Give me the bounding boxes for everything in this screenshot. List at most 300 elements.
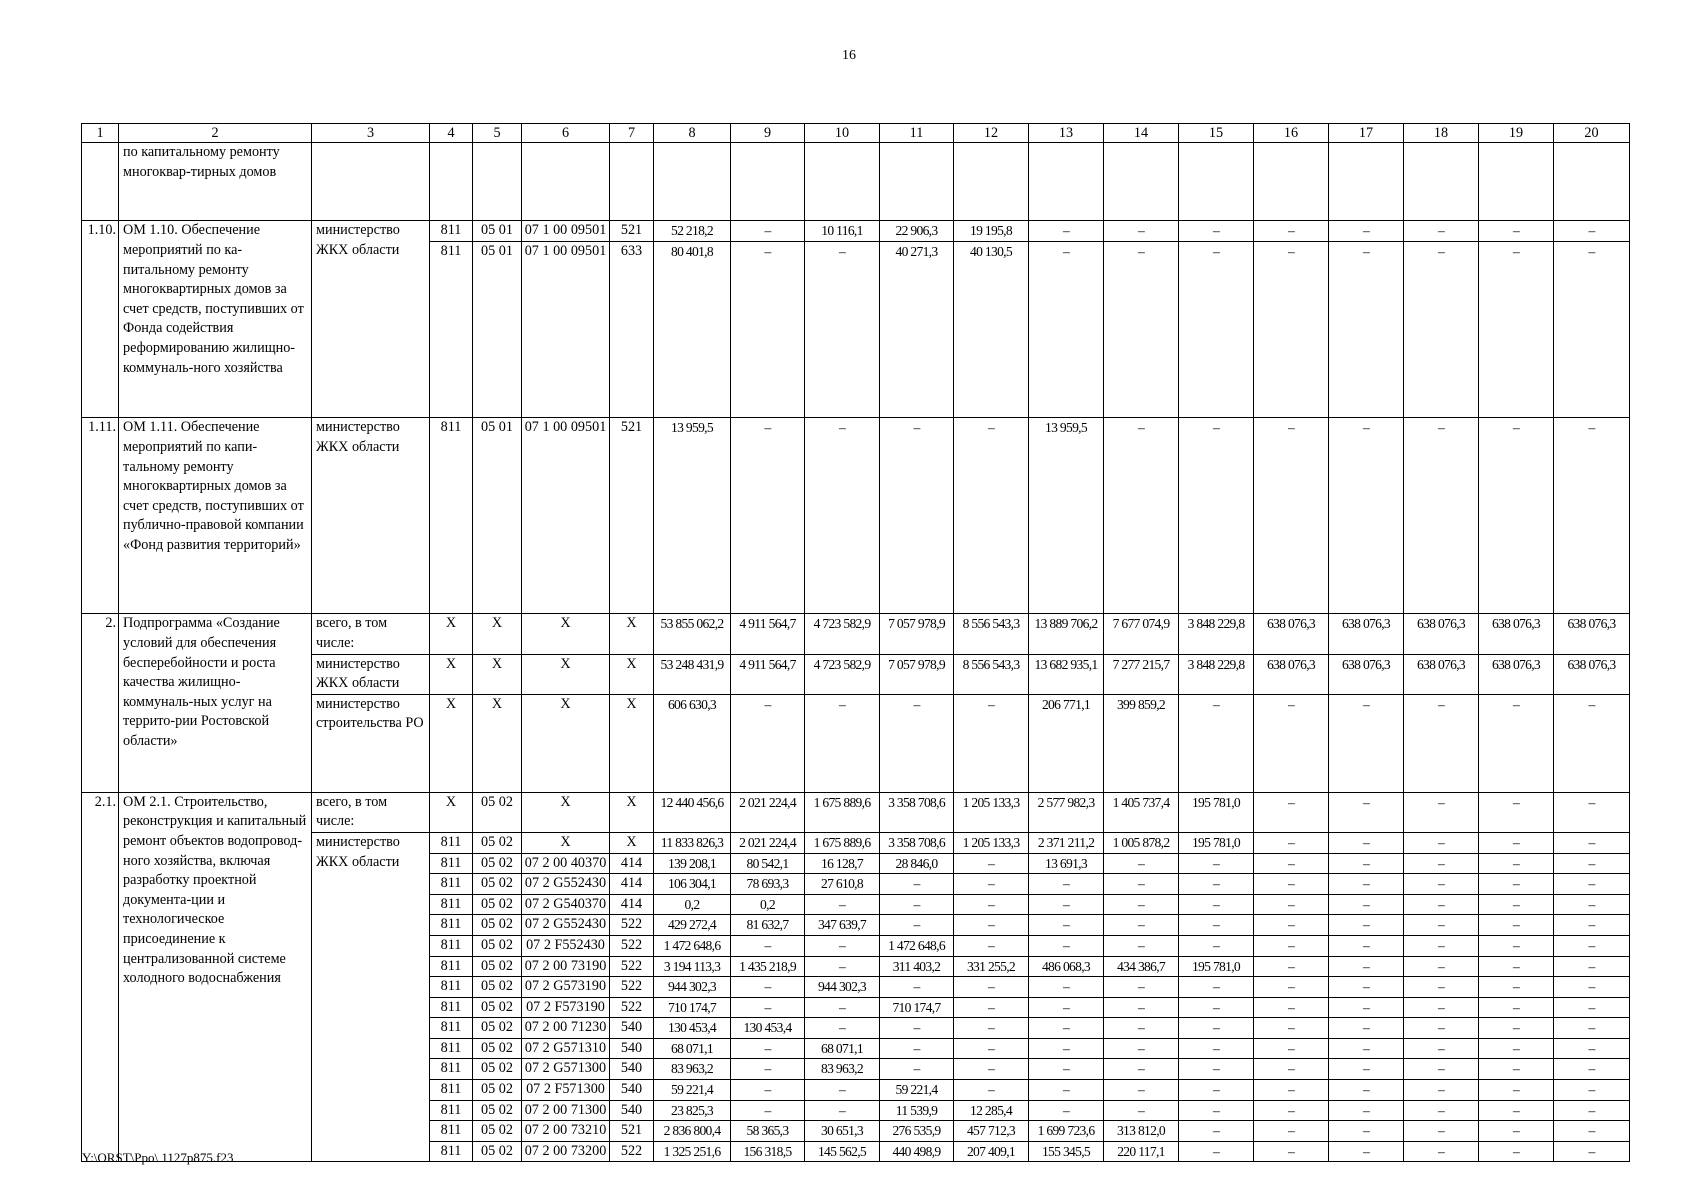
budget-code-cell: 07 1 00 09501 <box>522 241 610 417</box>
amount-cell <box>1554 143 1630 221</box>
amount-cell: 638 076,3 <box>1254 654 1329 694</box>
row-number: 1.11. <box>82 418 119 614</box>
budget-code-cell: 811 <box>430 894 473 915</box>
amount-cell: – <box>1029 997 1104 1018</box>
table-row <box>82 792 1630 832</box>
amount-cell: – <box>731 418 805 614</box>
amount-cell: – <box>1329 418 1404 614</box>
amount-cell: – <box>1179 1018 1254 1039</box>
amount-cell: – <box>731 221 805 242</box>
amount-cell: – <box>1479 1038 1554 1059</box>
amount-cell: 13 691,3 <box>1029 853 1104 874</box>
amount-cell: – <box>1404 694 1479 792</box>
budget-code-cell: X <box>430 614 473 654</box>
amount-cell <box>1404 143 1479 221</box>
amount-cell: 1 325 251,6 <box>654 1141 731 1162</box>
budget-code-cell: X <box>473 694 522 792</box>
amount-cell: – <box>1404 853 1479 874</box>
amount-cell: – <box>1404 874 1479 895</box>
amount-cell: 195 781,0 <box>1179 832 1254 853</box>
amount-cell: 638 076,3 <box>1404 654 1479 694</box>
amount-cell: 78 693,3 <box>731 874 805 895</box>
amount-cell: – <box>954 874 1029 895</box>
table-row <box>82 418 1630 614</box>
amount-cell: – <box>805 694 880 792</box>
amount-cell: – <box>1404 1121 1479 1142</box>
amount-cell: – <box>1404 1059 1479 1080</box>
budget-code-cell: 414 <box>610 874 654 895</box>
budget-code-cell: 522 <box>610 997 654 1018</box>
budget-code-cell: 811 <box>430 997 473 1018</box>
budget-code-cell: 05 02 <box>473 935 522 956</box>
budget-code-cell: 540 <box>610 1018 654 1039</box>
amount-cell: – <box>1329 956 1404 977</box>
amount-cell: – <box>1104 874 1179 895</box>
amount-cell: – <box>1554 956 1630 977</box>
amount-cell: – <box>1179 997 1254 1018</box>
budget-code-cell: X <box>473 654 522 694</box>
executor-name: министерство ЖКХ области <box>312 221 430 418</box>
budget-code-cell: 05 02 <box>473 792 522 832</box>
amount-cell: – <box>1479 1141 1554 1162</box>
amount-cell: – <box>1029 894 1104 915</box>
budget-code-cell: X <box>610 832 654 853</box>
column-number-header: 18 <box>1404 124 1479 143</box>
amount-cell: – <box>1404 1038 1479 1059</box>
executor-name: министерство ЖКХ области <box>312 418 430 614</box>
amount-cell: 7 677 074,9 <box>1104 614 1179 654</box>
budget-code-cell: 811 <box>430 1141 473 1162</box>
amount-cell: 12 440 456,6 <box>654 792 731 832</box>
budget-code-cell: 05 02 <box>473 853 522 874</box>
budget-code-cell: 811 <box>430 832 473 853</box>
amount-cell: 0,2 <box>731 894 805 915</box>
amount-cell: 58 365,3 <box>731 1121 805 1142</box>
budget-code-cell: 05 01 <box>473 241 522 417</box>
amount-cell: – <box>1329 1038 1404 1059</box>
amount-cell: 2 021 224,4 <box>731 832 805 853</box>
amount-cell: – <box>1254 894 1329 915</box>
amount-cell: 2 021 224,4 <box>731 792 805 832</box>
amount-cell <box>1329 143 1404 221</box>
amount-cell: – <box>1554 832 1630 853</box>
table-row <box>82 654 1630 694</box>
amount-cell: 59 221,4 <box>654 1080 731 1101</box>
amount-cell: 638 076,3 <box>1554 654 1630 694</box>
amount-cell: – <box>1329 1121 1404 1142</box>
budget-code-cell: 07 2 G540370 <box>522 894 610 915</box>
amount-cell: 2 577 982,3 <box>1029 792 1104 832</box>
amount-cell: 399 859,2 <box>1104 694 1179 792</box>
amount-cell: 106 304,1 <box>654 874 731 895</box>
table-row <box>82 143 1630 221</box>
amount-cell: – <box>1554 874 1630 895</box>
column-number-header: 12 <box>954 124 1029 143</box>
amount-cell: – <box>954 977 1029 998</box>
amount-cell: – <box>1254 935 1329 956</box>
amount-cell: 1 005 878,2 <box>1104 832 1179 853</box>
amount-cell: 638 076,3 <box>1554 614 1630 654</box>
amount-cell: – <box>1404 977 1479 998</box>
budget-code-cell: 521 <box>610 1121 654 1142</box>
amount-cell: 7 057 978,9 <box>880 654 954 694</box>
measure-name: ОМ 2.1. Строительство, реконструкция и капитальный ремонт объектов водопровод-ного хозяйства, включая разработку проектной документа-ции и технологическое присоединение к централизованной системе холодного водоснабжения <box>119 792 312 1162</box>
amount-cell: 145 562,5 <box>805 1141 880 1162</box>
amount-cell: – <box>1329 1080 1404 1101</box>
amount-cell: 13 682 935,1 <box>1029 654 1104 694</box>
amount-cell: 52 218,2 <box>654 221 731 242</box>
row-number: 1.10. <box>82 221 119 418</box>
amount-cell: 3 194 113,3 <box>654 956 731 977</box>
amount-cell: 81 632,7 <box>731 915 805 936</box>
amount-cell: 638 076,3 <box>1479 614 1554 654</box>
amount-cell: – <box>1329 853 1404 874</box>
amount-cell: – <box>1179 874 1254 895</box>
amount-cell: – <box>1254 915 1329 936</box>
amount-cell: – <box>1479 694 1554 792</box>
amount-cell: 486 068,3 <box>1029 956 1104 977</box>
amount-cell: 28 846,0 <box>880 853 954 874</box>
amount-cell: – <box>1029 977 1104 998</box>
budget-code-cell: 05 02 <box>473 1038 522 1059</box>
column-number-header: 19 <box>1479 124 1554 143</box>
amount-cell: 130 453,4 <box>731 1018 805 1039</box>
budget-code-cell: X <box>473 614 522 654</box>
amount-cell: – <box>1254 1141 1329 1162</box>
column-number-header: 20 <box>1554 124 1630 143</box>
amount-cell: 16 128,7 <box>805 853 880 874</box>
budget-code-cell: 07 2 00 71230 <box>522 1018 610 1039</box>
amount-cell: – <box>954 418 1029 614</box>
amount-cell: 0,2 <box>654 894 731 915</box>
table-row <box>82 694 1630 792</box>
amount-cell: – <box>1404 997 1479 1018</box>
amount-cell: 3 848 229,8 <box>1179 614 1254 654</box>
amount-cell: – <box>1254 221 1329 242</box>
budget-code-cell <box>473 143 522 221</box>
amount-cell: – <box>880 694 954 792</box>
amount-cell: 3 358 708,6 <box>880 792 954 832</box>
amount-cell: 638 076,3 <box>1254 614 1329 654</box>
amount-cell: 1 205 133,3 <box>954 792 1029 832</box>
budget-code-cell: 07 2 F573190 <box>522 997 610 1018</box>
amount-cell: – <box>1254 1080 1329 1101</box>
measure-name: ОМ 1.10. Обеспечение мероприятий по ка-питальному ремонту многоквартирных домов за счет средств, поступивших от Фонда содействия реформированию жилищно-коммуналь-ного хозяйства <box>119 221 312 418</box>
budget-code-cell: 07 2 G552430 <box>522 915 610 936</box>
amount-cell: 2 836 800,4 <box>654 1121 731 1142</box>
amount-cell: 68 071,1 <box>654 1038 731 1059</box>
amount-cell: – <box>731 241 805 417</box>
amount-cell: – <box>1329 977 1404 998</box>
amount-cell <box>731 143 805 221</box>
row-number: 2.1. <box>82 792 119 1162</box>
amount-cell: – <box>731 694 805 792</box>
amount-cell: – <box>731 935 805 956</box>
amount-cell: 12 285,4 <box>954 1100 1029 1121</box>
amount-cell: – <box>1179 853 1254 874</box>
amount-cell: 207 409,1 <box>954 1141 1029 1162</box>
amount-cell: 2 371 211,2 <box>1029 832 1104 853</box>
budget-code-cell: 05 02 <box>473 832 522 853</box>
amount-cell: – <box>1254 1100 1329 1121</box>
amount-cell: 53 248 431,9 <box>654 654 731 694</box>
budget-code-cell: 811 <box>430 1059 473 1080</box>
amount-cell: – <box>1479 1100 1554 1121</box>
amount-cell: – <box>1104 1038 1179 1059</box>
amount-cell: – <box>1104 241 1179 417</box>
amount-cell: 710 174,7 <box>654 997 731 1018</box>
amount-cell: – <box>1254 1059 1329 1080</box>
amount-cell <box>880 143 954 221</box>
amount-cell: 8 556 543,3 <box>954 614 1029 654</box>
column-number-header: 10 <box>805 124 880 143</box>
amount-cell: – <box>1554 1059 1630 1080</box>
budget-code-cell: 05 02 <box>473 1059 522 1080</box>
amount-cell: – <box>1179 894 1254 915</box>
amount-cell: – <box>1404 956 1479 977</box>
amount-cell <box>1479 143 1554 221</box>
amount-cell: 434 386,7 <box>1104 956 1179 977</box>
budget-code-cell: 07 2 G552430 <box>522 874 610 895</box>
amount-cell: – <box>954 997 1029 1018</box>
budget-code-cell: 540 <box>610 1059 654 1080</box>
amount-cell: 22 906,3 <box>880 221 954 242</box>
budget-code-cell: X <box>522 694 610 792</box>
amount-cell: – <box>1104 221 1179 242</box>
amount-cell: – <box>1479 956 1554 977</box>
amount-cell: – <box>1329 997 1404 1018</box>
amount-cell: – <box>1554 1038 1630 1059</box>
budget-code-cell: 07 1 00 09501 <box>522 221 610 242</box>
amount-cell: – <box>1104 1018 1179 1039</box>
amount-cell: – <box>1104 1059 1179 1080</box>
budget-code-cell: X <box>522 654 610 694</box>
column-number-header: 14 <box>1104 124 1179 143</box>
budget-code-cell: 05 02 <box>473 1080 522 1101</box>
amount-cell: 195 781,0 <box>1179 956 1254 977</box>
amount-cell: – <box>731 997 805 1018</box>
amount-cell: – <box>1404 832 1479 853</box>
page-number: 16 <box>842 48 856 63</box>
amount-cell: 638 076,3 <box>1404 614 1479 654</box>
amount-cell: – <box>1404 1018 1479 1039</box>
amount-cell: – <box>1554 1080 1630 1101</box>
amount-cell: – <box>1329 1100 1404 1121</box>
amount-cell: – <box>880 915 954 936</box>
amount-cell: – <box>1104 853 1179 874</box>
amount-cell: 220 117,1 <box>1104 1141 1179 1162</box>
amount-cell: – <box>731 1080 805 1101</box>
amount-cell <box>1254 143 1329 221</box>
amount-cell: – <box>1479 221 1554 242</box>
amount-cell: – <box>1554 977 1630 998</box>
amount-cell: – <box>954 894 1029 915</box>
amount-cell: 347 639,7 <box>805 915 880 936</box>
budget-code-cell: 522 <box>610 956 654 977</box>
amount-cell: – <box>1479 1121 1554 1142</box>
amount-cell <box>1179 143 1254 221</box>
amount-cell: – <box>1179 977 1254 998</box>
amount-cell: – <box>1329 894 1404 915</box>
budget-code-cell: 811 <box>430 1080 473 1101</box>
budget-code-cell: 07 2 G571300 <box>522 1059 610 1080</box>
column-number-header: 1 <box>82 124 119 143</box>
amount-cell: 40 271,3 <box>880 241 954 417</box>
amount-cell: 638 076,3 <box>1329 614 1404 654</box>
amount-cell: – <box>1479 1018 1554 1039</box>
amount-cell: – <box>1479 1059 1554 1080</box>
budget-code-cell: 522 <box>610 977 654 998</box>
amount-cell: – <box>1254 1121 1329 1142</box>
budget-code-cell: 05 02 <box>473 1121 522 1142</box>
amount-cell: 311 403,2 <box>880 956 954 977</box>
amount-cell: 27 610,8 <box>805 874 880 895</box>
amount-cell: – <box>1179 694 1254 792</box>
budget-code-cell: 05 02 <box>473 956 522 977</box>
budget-code-cell: X <box>610 614 654 654</box>
amount-cell: – <box>731 1059 805 1080</box>
budget-code-cell: 05 02 <box>473 1141 522 1162</box>
budget-code-cell: 811 <box>430 221 473 242</box>
amount-cell: – <box>1254 1018 1329 1039</box>
amount-cell: – <box>954 1038 1029 1059</box>
amount-cell: – <box>1179 241 1254 417</box>
budget-code-cell: X <box>522 614 610 654</box>
amount-cell <box>805 143 880 221</box>
amount-cell: – <box>1479 997 1554 1018</box>
table-row <box>82 832 1630 853</box>
amount-cell: – <box>880 1038 954 1059</box>
budget-code-cell <box>522 143 610 221</box>
amount-cell: – <box>1404 935 1479 956</box>
amount-cell: 80 401,8 <box>654 241 731 417</box>
amount-cell: – <box>1254 418 1329 614</box>
budget-code-cell: 811 <box>430 1121 473 1142</box>
budget-code-cell <box>430 143 473 221</box>
budget-code-cell: 811 <box>430 874 473 895</box>
budget-code-cell: 05 02 <box>473 1018 522 1039</box>
amount-cell: – <box>1104 1080 1179 1101</box>
amount-cell: – <box>1479 894 1554 915</box>
amount-cell: – <box>1029 221 1104 242</box>
amount-cell: 68 071,1 <box>805 1038 880 1059</box>
column-number-header: 13 <box>1029 124 1104 143</box>
amount-cell: – <box>1254 1038 1329 1059</box>
budget-code-cell: 05 02 <box>473 977 522 998</box>
amount-cell: 4 911 564,7 <box>731 654 805 694</box>
budget-code-cell: X <box>522 792 610 832</box>
column-number-header: 3 <box>312 124 430 143</box>
budget-code-cell: 540 <box>610 1080 654 1101</box>
budget-code-cell: 811 <box>430 241 473 417</box>
amount-cell: – <box>1329 241 1404 417</box>
amount-cell: – <box>1329 935 1404 956</box>
amount-cell: – <box>1404 894 1479 915</box>
amount-cell: 4 723 582,9 <box>805 614 880 654</box>
budget-code-cell: 522 <box>610 935 654 956</box>
budget-code-cell: 811 <box>430 1018 473 1039</box>
amount-cell: – <box>954 935 1029 956</box>
budget-code-cell <box>610 143 654 221</box>
amount-cell: – <box>1254 694 1329 792</box>
executor-name: министерство ЖКХ области <box>312 832 430 1162</box>
amount-cell: 13 959,5 <box>654 418 731 614</box>
amount-cell: – <box>1029 874 1104 895</box>
measure-name: ОМ 1.11. Обеспечение мероприятий по капи-тальному ремонту многоквартирных домов за счет средств, поступивших от публично-правовой компании «Фонд развития территорий» <box>119 418 312 614</box>
amount-cell: – <box>1404 1141 1479 1162</box>
amount-cell: – <box>880 1018 954 1039</box>
amount-cell: – <box>805 997 880 1018</box>
amount-cell: – <box>1554 1018 1630 1039</box>
amount-cell: – <box>805 935 880 956</box>
amount-cell: – <box>1554 241 1630 417</box>
amount-cell: 4 911 564,7 <box>731 614 805 654</box>
amount-cell: 156 318,5 <box>731 1141 805 1162</box>
amount-cell: – <box>1479 418 1554 614</box>
amount-cell: – <box>1404 792 1479 832</box>
amount-cell: – <box>1179 935 1254 956</box>
amount-cell: – <box>1329 792 1404 832</box>
amount-cell: 11 539,9 <box>880 1100 954 1121</box>
amount-cell: 7 277 215,7 <box>1104 654 1179 694</box>
budget-code-cell: 07 2 00 40370 <box>522 853 610 874</box>
amount-cell: – <box>805 1100 880 1121</box>
amount-cell: – <box>954 853 1029 874</box>
amount-cell: – <box>1029 1018 1104 1039</box>
budget-code-cell: 811 <box>430 915 473 936</box>
amount-cell: 276 535,9 <box>880 1121 954 1142</box>
amount-cell: 638 076,3 <box>1479 654 1554 694</box>
amount-cell: – <box>1104 894 1179 915</box>
amount-cell: – <box>1254 977 1329 998</box>
amount-cell: 7 057 978,9 <box>880 614 954 654</box>
budget-code-cell: 414 <box>610 894 654 915</box>
budget-code-cell: 07 2 00 71300 <box>522 1100 610 1121</box>
budget-code-cell: 05 02 <box>473 915 522 936</box>
amount-cell: 30 651,3 <box>805 1121 880 1142</box>
amount-cell: – <box>954 1018 1029 1039</box>
executor-name: всего, в том числе: <box>312 792 430 832</box>
budget-code-cell: 522 <box>610 1141 654 1162</box>
amount-cell <box>954 143 1029 221</box>
amount-cell: 1 472 648,6 <box>880 935 954 956</box>
amount-cell: 1 405 737,4 <box>1104 792 1179 832</box>
row-number <box>82 143 119 221</box>
amount-cell: – <box>1554 418 1630 614</box>
amount-cell: 10 116,1 <box>805 221 880 242</box>
amount-cell: 944 302,3 <box>805 977 880 998</box>
column-number-header: 5 <box>473 124 522 143</box>
amount-cell: – <box>1029 935 1104 956</box>
amount-cell: – <box>731 977 805 998</box>
budget-code-cell: 811 <box>430 1038 473 1059</box>
amount-cell: – <box>1554 1141 1630 1162</box>
amount-cell: – <box>1104 915 1179 936</box>
amount-cell: 13 889 706,2 <box>1029 614 1104 654</box>
amount-cell: 53 855 062,2 <box>654 614 731 654</box>
budget-code-cell: X <box>430 654 473 694</box>
budget-code-cell: 07 2 G573190 <box>522 977 610 998</box>
amount-cell: – <box>1554 1121 1630 1142</box>
amount-cell: – <box>1404 241 1479 417</box>
budget-code-cell: 811 <box>430 1100 473 1121</box>
amount-cell: – <box>805 241 880 417</box>
amount-cell: 8 556 543,3 <box>954 654 1029 694</box>
amount-cell: – <box>1029 1100 1104 1121</box>
amount-cell: – <box>1329 915 1404 936</box>
amount-cell: 1 675 889,6 <box>805 792 880 832</box>
executor-name: всего, в том числе: <box>312 614 430 654</box>
